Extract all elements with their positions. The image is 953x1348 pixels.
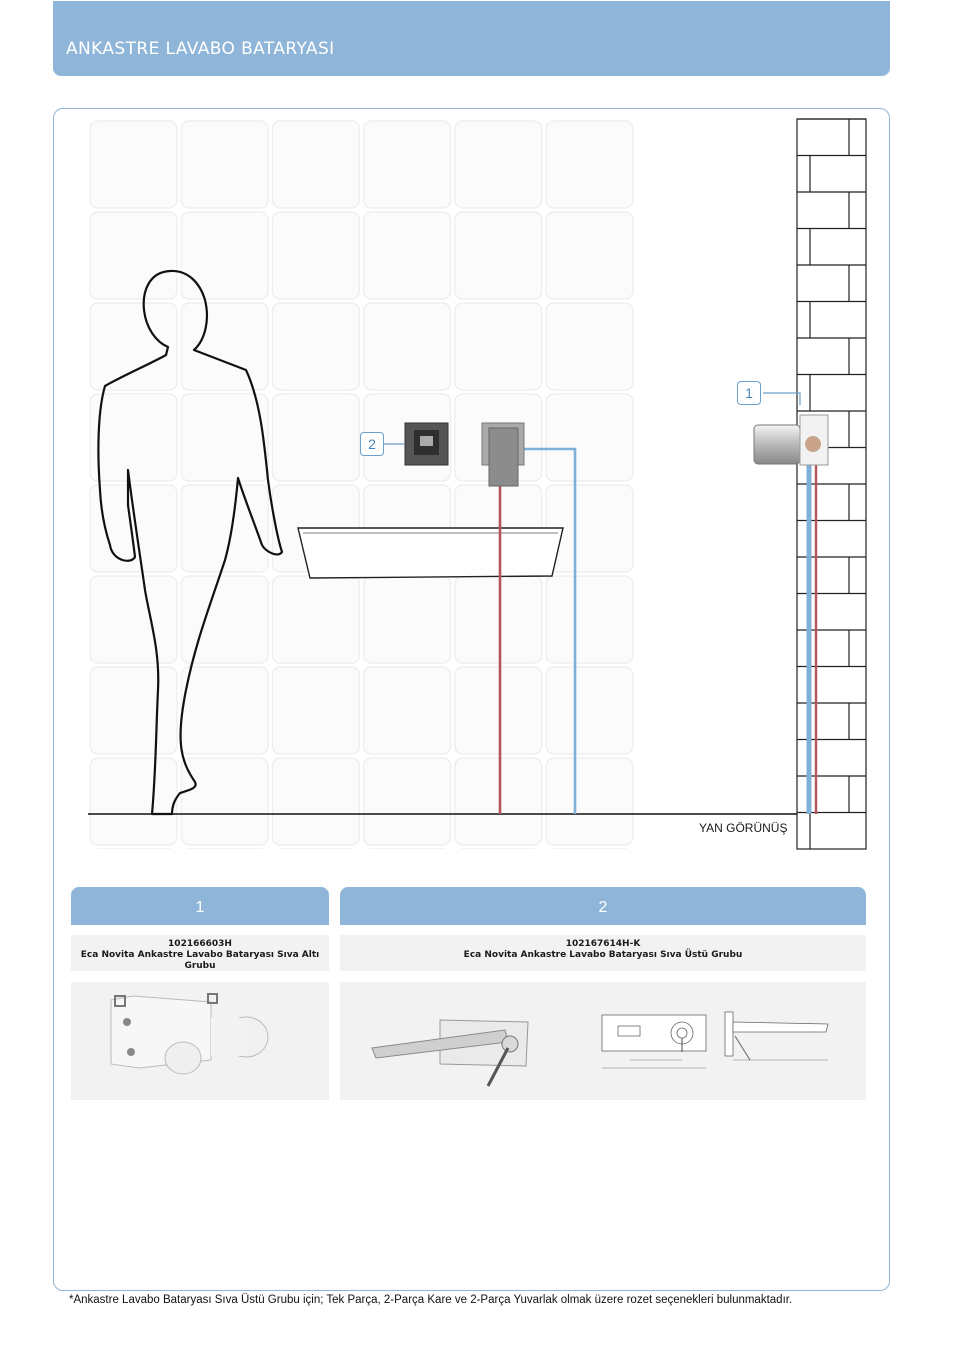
product-1-description xyxy=(71,935,329,971)
product-1-name: Eca Novita Ankastre Lavabo Bataryası Sıva Altı Grubu xyxy=(80,950,320,971)
concealed-body-image xyxy=(71,982,329,1100)
product-2-description xyxy=(340,935,866,971)
basin xyxy=(298,528,563,578)
product-2-name: Eca Novita Ankastre Lavabo Bataryası Sıva Üstü Grubu xyxy=(463,950,743,960)
faucet-image xyxy=(340,982,866,1100)
product-2-number: 2 xyxy=(598,899,608,916)
footnote: *Ankastre Lavabo Bataryası Sıva Üstü Grubu için; Tek Parça, 2-Parça Kare ve 2-Parça Yuvarlak olmak üzere rozet seçenekleri bulunmaktadır. xyxy=(69,1294,793,1306)
valve-body-side xyxy=(754,425,800,464)
side-view-label: YAN GÖRÜNÜŞ xyxy=(699,821,788,835)
product-2-image xyxy=(340,982,866,1100)
page-title: ANKASTRE LAVABO BATARYASI xyxy=(66,39,335,59)
tile-wall xyxy=(88,119,635,849)
product-1-number: 1 xyxy=(195,899,205,916)
product-1-code: 102166603H xyxy=(168,939,232,949)
callout-2: 2 xyxy=(360,432,384,456)
product-1-tab xyxy=(71,887,329,925)
product-2-code: 102167614H-K xyxy=(565,939,641,949)
product-2-tab xyxy=(340,887,866,925)
callout-1: 1 xyxy=(737,381,761,405)
product-1-image xyxy=(71,982,329,1100)
